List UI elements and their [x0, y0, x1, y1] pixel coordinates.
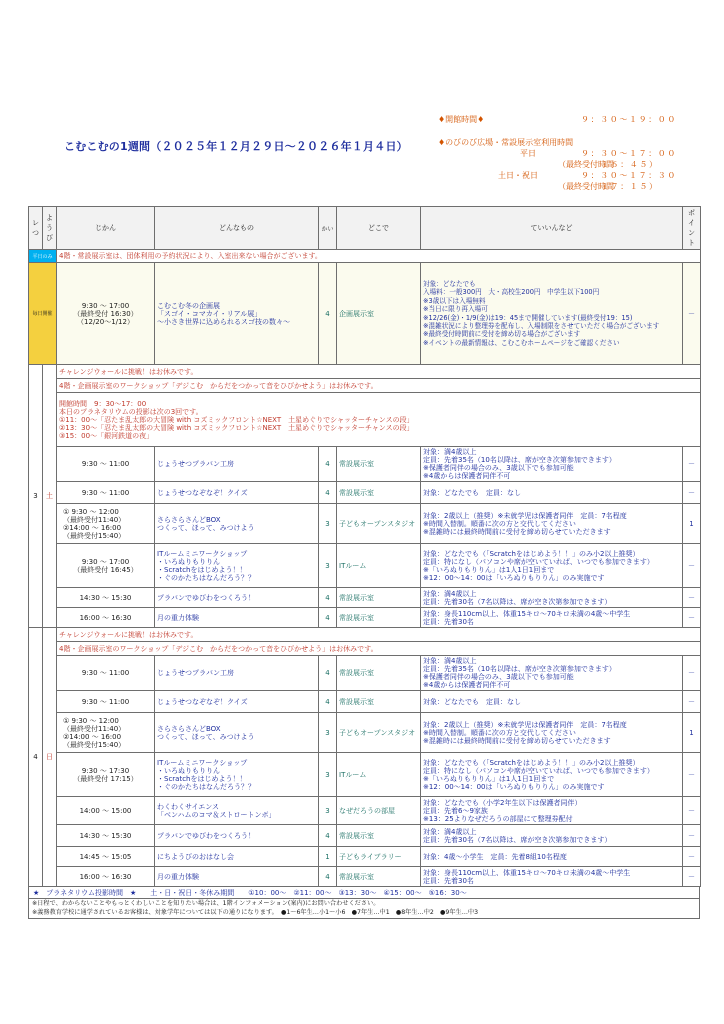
table-row [29, 544, 701, 588]
event-location: 常設展示室 [337, 447, 421, 482]
event-location: 常設展示室 [337, 588, 421, 608]
event-location: ITルーム [337, 753, 421, 797]
event-point: － [683, 797, 701, 825]
event-point: － [683, 656, 701, 691]
planetarium-schedule: ★ プラネタリウム投影時間 ★ 土・日・祝日・冬休み期間 ①10：00～ ②11：00～ ③13：30～ ④15：00～ ⑤16：30～ [28, 887, 700, 899]
event-title: じょうせつプラバン工房 [155, 656, 319, 691]
hours-label: （最終受付時間 [558, 160, 614, 169]
event-point: － [683, 263, 701, 365]
event-time: ① 9:30 ～ 12:00 （最終受付11:40） ②14:00 ～ 16:00 （最終受付15:40） [57, 713, 155, 753]
event-time: 9:30 ～ 11:00 [57, 691, 155, 713]
table-row [29, 588, 701, 608]
event-title: にちようびのおはなし会 [155, 847, 319, 867]
hours-value: １６：４５） [601, 160, 659, 169]
event-location: 常設展示室 [337, 608, 421, 628]
event-detail: 対象：満4歳以上 定員：先着35名（10名以降は、席が空き次第参加できます） ※保護者同伴の場合のみ、3歳以下でも参加可能 ※4歳からは保護者同伴不可 [421, 447, 683, 482]
table-row [29, 656, 701, 691]
event-time: 14:30 ～ 15:30 [57, 588, 155, 608]
column-header: レつ [29, 207, 43, 250]
event-title: プラバンでゆびわをつくろう！ [155, 588, 319, 608]
event-time: 9:30 ～ 11:00 [57, 447, 155, 482]
footnote: ※日程で、わからないことやもっとくわしいことを知りたい場合は、1階インフォメーション(案内)にお問い合わせください。 [32, 900, 380, 907]
event-floor: 3 [319, 797, 337, 825]
table-row [29, 447, 701, 482]
event-point: － [683, 482, 701, 504]
event-floor: 4 [319, 588, 337, 608]
event-detail: 対象：どなたでも 定員：なし [421, 482, 683, 504]
event-detail: 対象：満4歳以上 定員：先着30名（7名以降は、席が空き次第参加できます） [421, 588, 683, 608]
event-time: 16:00 ～ 16:30 [57, 867, 155, 887]
event-time: 14:30 ～ 15:30 [57, 825, 155, 847]
column-header: じかん [57, 207, 155, 250]
day-notice-row [29, 642, 701, 656]
weekday-notice-row [29, 250, 701, 263]
event-point: － [683, 691, 701, 713]
event-detail: 対象：満4歳以上 定員：先着35名（10名以降は、席が空き次第参加できます） ※保護者同伴の場合のみ、3歳以下でも参加可能 ※4歳からは保護者同伴不可 [421, 656, 683, 691]
hours-label: （最終受付時間 [558, 182, 614, 191]
event-point: － [683, 867, 701, 887]
daily-event-row [29, 263, 701, 365]
event-floor: 3 [319, 753, 337, 797]
hours-value: ９：３０～１７：３０ [581, 171, 677, 180]
hours-value: ９：３０～１９：００ [581, 115, 677, 124]
table-row [29, 482, 701, 504]
event-title: 月の重力体験 [155, 608, 319, 628]
day-notice: 4階・企画展示室のワークショップ「デジこむ からだをつかって音をひびかせよう」はお休みです。 [57, 642, 701, 656]
day-notice-row [29, 365, 701, 379]
event-floor: 4 [319, 867, 337, 887]
event-detail: 対象：どなたでも 入場料：一般300円 大・高校生200円 中学生以下100円 ※3歳以下は入場無料 ※当日に限り再入場可 ※12/26(金)・1/9(金)は19：45まで開催しています(最終受付19：15) ※混雑状況により整理券を配布し、入場制限をさせていただく場合がございます ※最終受付時間前に受付を締め切る場合がございます ※イベントの最新情報は、こむこむホームページをご確認ください [421, 263, 683, 365]
event-location: 企画展示室 [337, 263, 421, 365]
event-floor: 4 [319, 482, 337, 504]
column-header: ようび [43, 207, 57, 250]
event-floor: 3 [319, 504, 337, 544]
table-row [29, 867, 701, 887]
event-title: 月の重力体験 [155, 867, 319, 887]
table-row [29, 504, 701, 544]
event-detail: 対象：身長110cm以上、体重15キロ～70キロ未満の4歳～中学生 定員：先着30名 [421, 608, 683, 628]
table-row [29, 691, 701, 713]
event-point: 1 [683, 504, 701, 544]
event-title: こむこむ冬の企画展 「スゴイ・コマカイ・リアル展」 ～小さき世界に込められるスゴ技の数々～ [155, 263, 319, 365]
hours-value: １７：１５） [601, 182, 659, 191]
event-title: さらさらさんどBOX つくって、ほって、みつけよう [155, 713, 319, 753]
event-location: なぜだろうの部屋 [337, 797, 421, 825]
column-header: ていいんなど [421, 207, 683, 250]
hours-label: ♦のびのび広場・常設展示室利用時間 [438, 138, 574, 147]
day-notice: 4階・企画展示室のワークショップ「デジこむ からだをつかって音をひびかせよう」はお休みです。 [57, 379, 701, 393]
column-header: どこで [337, 207, 421, 250]
planetarium-info: 開館時間 9：30～17：00 本日のプラネタリウムの投影は次の3回です。 ①11：00～「忍たま乱太郎の大冒険 with コズミックフロント☆NEXT 土星めぐりでシャッターチャンスの段」 ②13：30～「忍たま乱太郎の大冒険 with コズミックフロント☆NEXT 土星めぐりでシャッターチャンスの段」 ③15：00～「銀河鉄道の夜」 [57, 393, 701, 447]
event-time: 9:30 ～ 17:00 （最終受付 16:30） （12/20～1/12） [57, 263, 155, 365]
hours-value: ９：３０～１７：００ [581, 149, 677, 158]
event-location: 常設展示室 [337, 482, 421, 504]
weekday-only-badge: 平日のみ [29, 250, 57, 263]
event-time: 14:45 ～ 15:05 [57, 847, 155, 867]
event-detail: 対象：満4歳以上 定員：先着30名（7名以降は、席が空き次第参加できます） [421, 825, 683, 847]
column-header: かい [319, 207, 337, 250]
table-row [29, 847, 701, 867]
weekly-schedule-table [28, 206, 701, 887]
event-location: 子どもオープンスタジオ [337, 504, 421, 544]
event-point: － [683, 447, 701, 482]
event-floor: 3 [319, 713, 337, 753]
event-title: ITルームミニワークショップ ・いろぬりもりりん ・Scratchをはじめよう！！ ・ぐのかたちはなんだろう？？ [155, 753, 319, 797]
event-time: 14:00 ～ 15:00 [57, 797, 155, 825]
event-floor: 4 [319, 447, 337, 482]
planetarium-row [29, 393, 701, 447]
event-floor: 4 [319, 825, 337, 847]
event-point: 1 [683, 713, 701, 753]
hours-label: ♦開館時間♦ [438, 115, 485, 124]
event-floor: 1 [319, 847, 337, 867]
event-time: 9:30 ～ 17:30 （最終受付 17:15） [57, 753, 155, 797]
weekday-notice: 4階・常設展示室は、団体利用の予約状況により、入室出来ない場合がございます。 [57, 250, 701, 263]
event-location: 常設展示室 [337, 867, 421, 887]
table-row [29, 797, 701, 825]
event-detail: 対象：どなたでも（「Scratchをはじめよう！！」のみ小2以上推奨） 定員：特になし（パソコンや席が空いていれば、いつでも参加できます） ※「いろぬりもりりん」は1人1日1回まで ※12：00～14：00は「いろぬりもりりん」のみ実施です [421, 753, 683, 797]
daily-badge: 毎日開催 [29, 263, 57, 365]
event-title: ITルームミニワークショップ ・いろぬりもりりん ・Scratchをはじめよう！！ ・ぐのかたちはなんだろう？？ [155, 544, 319, 588]
day-notice-row [29, 379, 701, 393]
table-row [29, 608, 701, 628]
event-floor: 4 [319, 656, 337, 691]
column-header: ポイント [683, 207, 701, 250]
event-floor: 4 [319, 263, 337, 365]
hours-label: 土日・祝日 [498, 171, 538, 180]
date-cell: 3 [29, 365, 43, 628]
event-time: 9:30 ～ 11:00 [57, 656, 155, 691]
date-cell: 4 [29, 628, 43, 887]
event-detail: 対象：2歳以上（推奨）※未就学児は保護者同伴 定員：7名程度 ※時間入替制。順番に次の方と交代してください ※混雑時には最終時間前に受付を締め切らせていただきます [421, 713, 683, 753]
event-detail: 対象：どなたでも（「Scratchをはじめよう！！」のみ小2以上推奨） 定員：特になし（パソコンや席が空いていれば、いつでも参加できます） ※「いろぬりもりりん」は1人1日1回まで ※12：00～14：00は「いろぬりもりりん」のみ実施です [421, 544, 683, 588]
day-notice: チャレンジウォールに挑戦！はお休みです。 [57, 628, 701, 642]
event-title: じょうせつプラバン工房 [155, 447, 319, 482]
weekday-cell: 日 [43, 628, 57, 887]
event-floor: 4 [319, 691, 337, 713]
event-location: 子どもオープンスタジオ [337, 713, 421, 753]
event-time: 9:30 ～ 17:00 （最終受付 16:45） [57, 544, 155, 588]
event-floor: 3 [319, 544, 337, 588]
footnote: ※義務教育学校に通学されているお客様は、対象学年については以下の通りになります。 ●1～6年生…小1～小6 ●7年生…中1 ●8年生…中2 ●9年生…中3 [32, 908, 479, 916]
event-floor: 4 [319, 608, 337, 628]
event-point: － [683, 825, 701, 847]
event-point: － [683, 588, 701, 608]
event-detail: 対象：2歳以上（推奨）※未就学児は保護者同伴 定員：7名程度 ※時間入替制。順番に次の方と交代してください ※混雑時には最終時間前に受付を締め切らせていただきます [421, 504, 683, 544]
table-row [29, 713, 701, 753]
event-location: 常設展示室 [337, 656, 421, 691]
day-notice: チャレンジウォールに挑戦！はお休みです。 [57, 365, 701, 379]
event-title: わくわくサイエンス 「ベンハムのコマ＆ストロートンボ」 [155, 797, 319, 825]
event-point: － [683, 544, 701, 588]
event-detail: 対象：身長110cm以上、体重15キロ～70キロ未満の4歳～中学生 定員：先着30名 [421, 867, 683, 887]
event-time: 9:30 ～ 11:00 [57, 482, 155, 504]
hours-label: 平日 [520, 149, 536, 158]
footnotes [28, 899, 700, 919]
event-location: ITルーム [337, 544, 421, 588]
day-notice-row [29, 628, 701, 642]
event-location: 常設展示室 [337, 691, 421, 713]
event-time: ① 9:30 ～ 12:00 （最終受付11:40） ②14:00 ～ 16:00 （最終受付15:40） [57, 504, 155, 544]
table-header-row [29, 207, 701, 250]
table-row [29, 825, 701, 847]
weekday-cell: 土 [43, 365, 57, 628]
event-detail: 対象：4歳～小学生 定員：先着8組10名程度 [421, 847, 683, 867]
column-header: どんなもの [155, 207, 319, 250]
event-title: じょうせつなぞなぞ！クイズ [155, 691, 319, 713]
event-point: － [683, 753, 701, 797]
event-title: プラバンでゆびわをつくろう！ [155, 825, 319, 847]
event-title: さらさらさんどBOX つくって、ほって、みつけよう [155, 504, 319, 544]
event-location: 常設展示室 [337, 825, 421, 847]
event-point: － [683, 847, 701, 867]
event-time: 16:00 ～ 16:30 [57, 608, 155, 628]
event-location: 子どもライブラリー [337, 847, 421, 867]
event-detail: 対象：どなたでも（小学2年生以下は保護者同伴） 定員：先着6～9家族 ※13：25よりなぜだろうの部屋にて整理券配付 [421, 797, 683, 825]
table-row [29, 753, 701, 797]
event-point: － [683, 608, 701, 628]
event-title: じょうせつなぞなぞ！クイズ [155, 482, 319, 504]
page-title: こむこむの1週間（２０２５年１２月２９日～２０２６年１月４日） [64, 140, 408, 153]
event-detail: 対象：どなたでも 定員：なし [421, 691, 683, 713]
